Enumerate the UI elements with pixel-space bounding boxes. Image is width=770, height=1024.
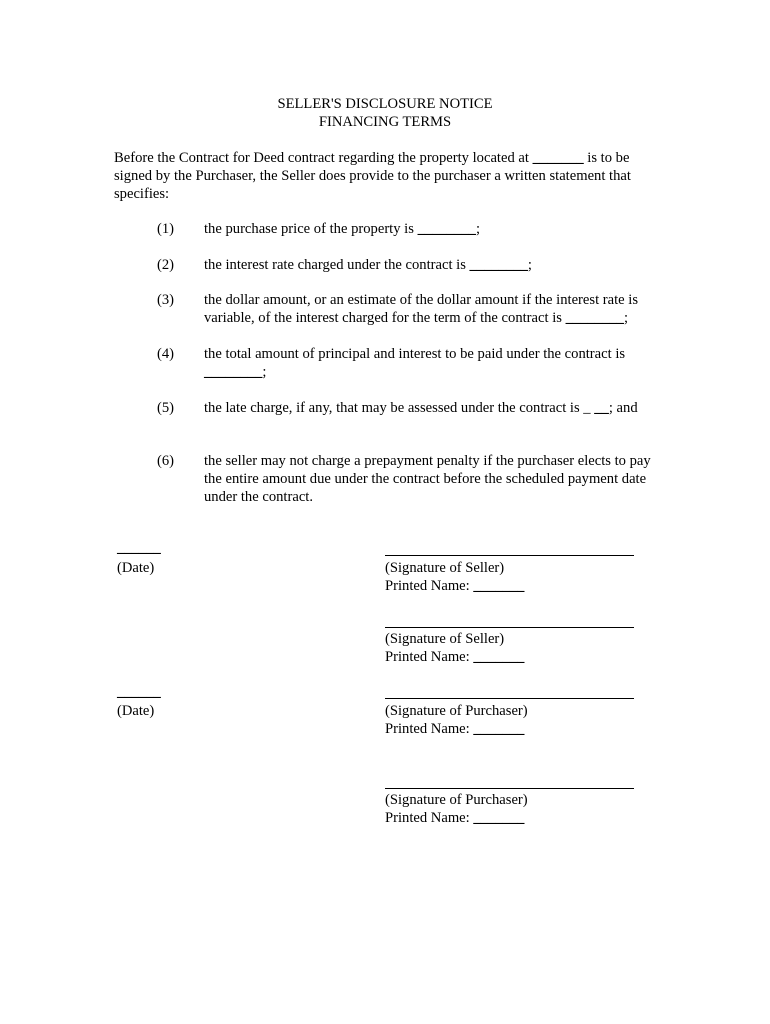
purchase-price-blank[interactable]: ________: [417, 221, 476, 237]
item-text-before: the interest rate charged under the contract is: [204, 257, 470, 273]
item-number: (2): [157, 257, 175, 273]
item-number: (4): [157, 346, 175, 362]
interest-amount-blank[interactable]: ________: [565, 310, 624, 326]
date-label: (Date): [117, 703, 155, 719]
document-title: SELLER'S DISCLOSURE NOTICE: [277, 96, 493, 112]
item-text: [204, 399, 654, 417]
intro-text-after: is to be signed by the Purchaser, the Seller does provide to the purchaser a written statement that specifies:: [114, 150, 631, 202]
printed-name-blank[interactable]: _______: [473, 649, 525, 665]
total-amount-blank[interactable]: ________: [204, 364, 263, 380]
seller-signature-label: (Signature of Seller): [385, 560, 505, 576]
item-text-before: the total amount of principal and interest to be paid under the contract is: [204, 346, 626, 362]
item-text: [204, 291, 654, 327]
seller-signature-line[interactable]: [385, 555, 634, 556]
document-subtitle: FINANCING TERMS: [318, 114, 452, 130]
printed-name-label: Printed Name:: [385, 721, 474, 737]
item-number: (1): [157, 221, 175, 237]
intro-paragraph: [114, 149, 659, 203]
printed-name-label: Printed Name:: [385, 578, 474, 594]
printed-name-label: Printed Name:: [385, 810, 474, 826]
item-number: (3): [157, 292, 175, 308]
purchaser-signature-line[interactable]: [385, 788, 634, 789]
item-text-before: the purchase price of the property is: [204, 221, 418, 237]
purchaser-signature-label: (Signature of Purchaser): [385, 703, 528, 719]
item-text: [204, 345, 654, 381]
seller-signature-label: (Signature of Seller): [385, 631, 505, 647]
item-text-after: ;: [527, 257, 532, 273]
item-text: the seller may not charge a prepayment penalty if the purchaser elects to pay the entire amount due under the contract before the scheduled payment date under the contract.: [204, 453, 651, 505]
property-location-blank[interactable]: _______: [532, 150, 584, 166]
purchaser-signature-label: (Signature of Purchaser): [385, 792, 528, 808]
interest-rate-blank[interactable]: ________: [469, 257, 528, 273]
item-text-after: ; and: [608, 400, 638, 416]
late-charge-blank[interactable]: __: [594, 400, 609, 416]
purchaser-signature-line[interactable]: [385, 698, 634, 699]
item-number: (5): [157, 400, 175, 416]
seller-signature-line[interactable]: [385, 627, 634, 628]
intro-text-before: Before the Contract for Deed contract regarding the property located at: [114, 150, 533, 166]
seller-printed-name: [385, 577, 524, 595]
printed-name-blank[interactable]: _______: [473, 721, 525, 737]
item-number: (6): [157, 453, 175, 469]
date-label: (Date): [117, 560, 155, 576]
printed-name-label: Printed Name:: [385, 649, 474, 665]
printed-name-blank[interactable]: _______: [473, 578, 525, 594]
purchaser-printed-name: [385, 809, 524, 827]
seller-printed-name: [385, 648, 524, 666]
date-line[interactable]: ______: [117, 684, 161, 700]
date-line[interactable]: ______: [117, 540, 161, 556]
item-text-after: ;: [623, 310, 629, 326]
item-text: [204, 220, 654, 238]
item-text-after: ;: [262, 364, 267, 380]
purchaser-printed-name: [385, 720, 524, 738]
item-text: [204, 256, 654, 274]
printed-name-blank[interactable]: _______: [473, 810, 525, 826]
item-text-before: the late charge, if any, that may be assessed under the contract is _: [204, 400, 595, 416]
item-text-after: ;: [475, 221, 480, 237]
item-text-before: the dollar amount, or an estimate of the dollar amount if the interest rate is variable, of the interest charged for the term of the contract is: [204, 292, 639, 326]
